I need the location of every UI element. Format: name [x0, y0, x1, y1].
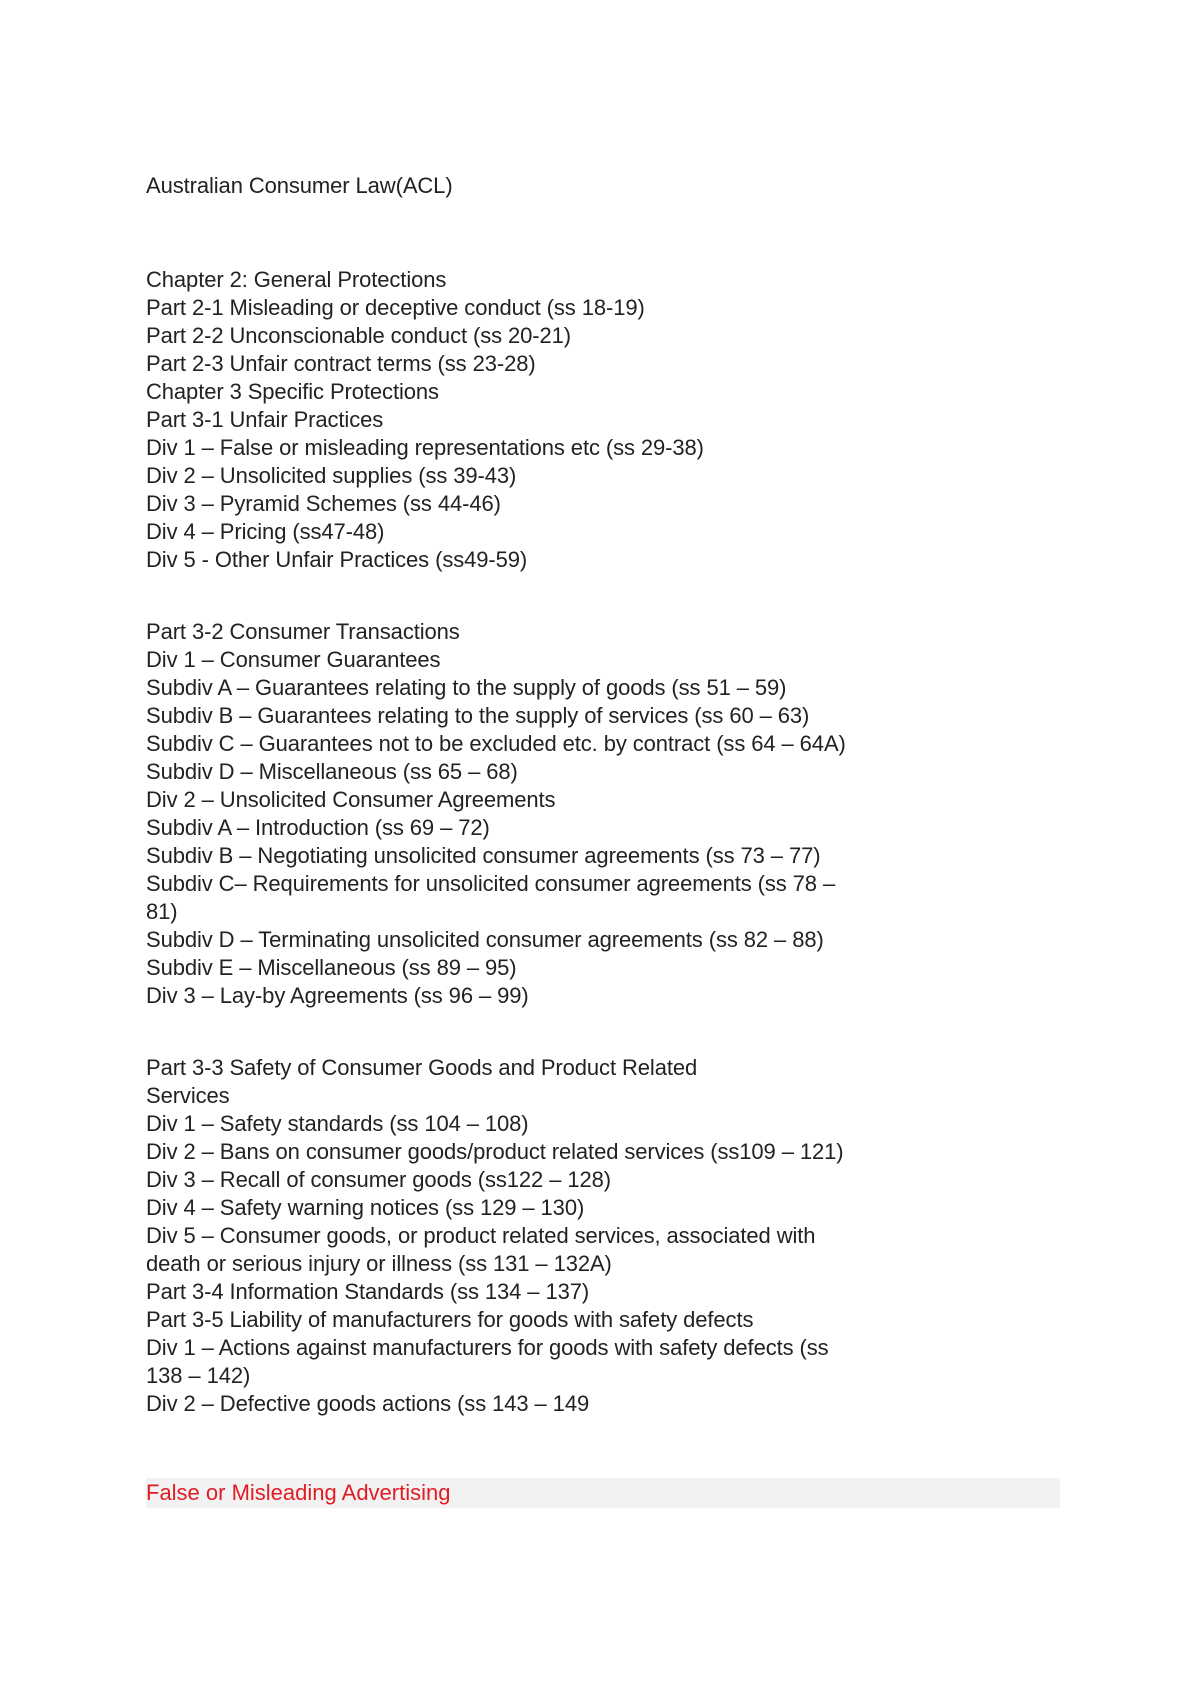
part-3-1-div-2: Div 2 – Unsolicited supplies (ss 39-43) [146, 463, 517, 488]
part-3-3-div-2: Div 2 – Bans on consumer goods/product related services (ss109 – 121) [146, 1139, 844, 1164]
part-3-2-div-1-subdiv-a: Subdiv A – Guarantees relating to the supply of goods (ss 51 – 59) [146, 675, 787, 700]
part-3-5: Part 3-5 Liability of manufacturers for goods with safety defects [146, 1307, 754, 1332]
section-safety-of-goods [146, 1054, 946, 1418]
chapter-2-heading: Chapter 2: General Protections [146, 267, 447, 292]
part-3-1: Part 3-1 Unfair Practices [146, 407, 384, 432]
part-3-2-heading: Part 3-2 Consumer Transactions [146, 619, 460, 644]
part-3-1-div-1: Div 1 – False or misleading representations etc (ss 29-38) [146, 435, 704, 460]
part-3-2-div-3: Div 3 – Lay-by Agreements (ss 96 – 99) [146, 983, 529, 1008]
part-3-3-div-1: Div 1 – Safety standards (ss 104 – 108) [146, 1111, 529, 1136]
part-3-2-div-2-subdiv-c: Subdiv C– Requirements for unsolicited consumer agreements (ss 78 – [146, 871, 836, 896]
chapter-3-heading: Chapter 3 Specific Protections [146, 379, 439, 404]
part-3-4: Part 3-4 Information Standards (ss 134 – 137) [146, 1279, 590, 1304]
part-3-2-div-2-subdiv-a: Subdiv A – Introduction (ss 69 – 72) [146, 815, 490, 840]
part-2-3: Part 2-3 Unfair contract terms (ss 23-28) [146, 351, 536, 376]
part-3-2-div-2-subdiv-b: Subdiv B – Negotiating unsolicited consumer agreements (ss 73 – 77) [146, 843, 821, 868]
part-3-2-div-1-subdiv-c: Subdiv C – Guarantees not to be excluded etc. by contract (ss 64 – 64A) [146, 731, 846, 756]
part-3-5-div-1-continued: 138 – 142) [146, 1363, 251, 1388]
part-3-2-div-2-subdiv-e: Subdiv E – Miscellaneous (ss 89 – 95) [146, 955, 517, 980]
part-3-3-div-5: Div 5 – Consumer goods, or product related services, associated with [146, 1223, 816, 1248]
part-3-2-div-1: Div 1 – Consumer Guarantees [146, 647, 441, 672]
part-3-1-div-5: Div 5 - Other Unfair Practices (ss49-59) [146, 547, 528, 572]
section-consumer-transactions [146, 618, 946, 1010]
document-body [146, 172, 946, 1418]
false-misleading-advertising-heading: False or Misleading Advertising [146, 1480, 451, 1505]
part-3-2-div-2-subdiv-d: Subdiv D – Terminating unsolicited consumer agreements (ss 82 – 88) [146, 927, 824, 952]
section-general-protections [146, 266, 946, 574]
part-3-2-div-2-subdiv-c-continued: 81) [146, 899, 178, 924]
part-3-2-div-1-subdiv-d: Subdiv D – Miscellaneous (ss 65 – 68) [146, 759, 518, 784]
part-2-1: Part 2-1 Misleading or deceptive conduct (ss 18-19) [146, 295, 645, 320]
part-3-1-div-4: Div 4 – Pricing (ss47-48) [146, 519, 385, 544]
part-3-3-heading: Part 3-3 Safety of Consumer Goods and Product Related [146, 1055, 698, 1080]
part-3-3-div-3: Div 3 – Recall of consumer goods (ss122 – 128) [146, 1167, 611, 1192]
part-3-5-div-2: Div 2 – Defective goods actions (ss 143 – 149 [146, 1391, 590, 1416]
document-title: Australian Consumer Law(ACL) [146, 173, 453, 198]
section-spacer [146, 574, 946, 618]
part-3-5-div-1: Div 1 – Actions against manufacturers for goods with safety defects (ss [146, 1335, 829, 1360]
part-3-1-div-3: Div 3 – Pyramid Schemes (ss 44-46) [146, 491, 501, 516]
part-3-3-heading-continued: Services [146, 1083, 230, 1108]
section-spacer [146, 1010, 946, 1054]
part-3-3-div-4: Div 4 – Safety warning notices (ss 129 – 130) [146, 1195, 585, 1220]
part-3-2-div-2: Div 2 – Unsolicited Consumer Agreements [146, 787, 556, 812]
part-3-2-div-1-subdiv-b: Subdiv B – Guarantees relating to the supply of services (ss 60 – 63) [146, 703, 810, 728]
part-3-3-div-5-continued: death or serious injury or illness (ss 131 – 132A) [146, 1251, 612, 1276]
part-2-2: Part 2-2 Unconscionable conduct (ss 20-21) [146, 323, 572, 348]
